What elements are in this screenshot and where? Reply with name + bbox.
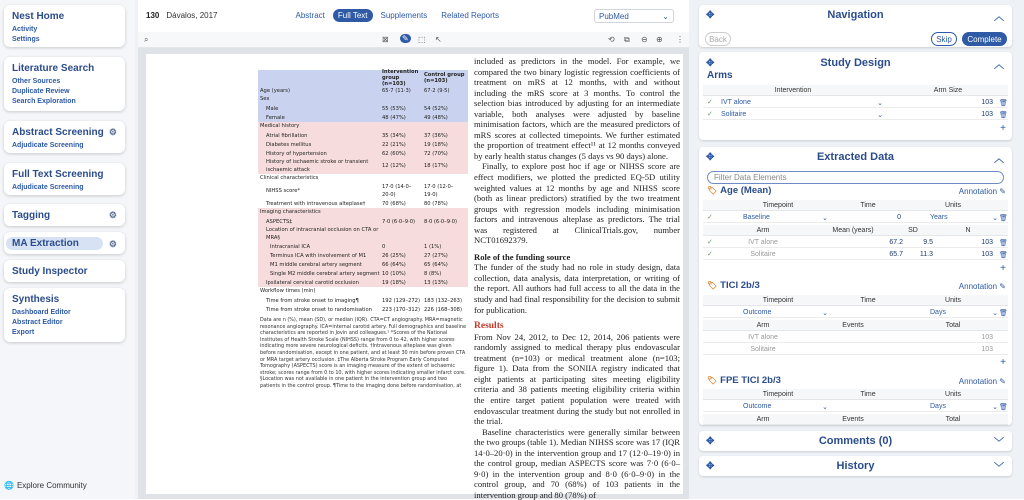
trash-icon[interactable]: 🗑 — [999, 214, 1008, 222]
rotate-icon[interactable]: ⟲ — [608, 35, 615, 44]
table-row — [258, 260, 468, 269]
back-button[interactable]: Back — [705, 32, 731, 46]
navigation-card — [699, 5, 1012, 47]
col-total: Total — [945, 416, 961, 423]
table-row-label: History of ischaemic stroke or transient ischaemic attack — [266, 159, 369, 173]
zoom-in-icon[interactable]: ⊕ — [656, 35, 663, 44]
units-value: Days — [930, 403, 946, 410]
chevron-down-icon: ⌄ — [662, 11, 669, 21]
chevron-up-icon[interactable]: ︿ — [994, 59, 1004, 71]
paragraph: The funder of the study had no role in study design, data collection, data analysis, data interpretation, or writing of the report. All authors had full access to all the data in the study and had final responsibility for the decision to submit for publication. — [474, 262, 680, 315]
nav-export[interactable]: Export — [12, 329, 35, 336]
sd-input[interactable]: 9.5 — [923, 239, 933, 246]
nav-study-inspector[interactable] — [12, 266, 117, 277]
nav-synthesis-label: Synthesis — [12, 294, 60, 305]
table-row-label: Female — [266, 114, 285, 121]
move-handle-icon[interactable]: ✥ — [706, 57, 715, 69]
annotation-link[interactable] — [959, 187, 1006, 196]
comments-title: Comments (0) — [818, 435, 893, 447]
table-cell: 22 (21%) — [382, 141, 406, 148]
timepoint-select[interactable] — [723, 213, 828, 222]
nav-tagging-label: Tagging — [12, 210, 51, 221]
chevron-down-icon: ⌄ — [822, 309, 828, 317]
arm-size-input[interactable]: 103 — [981, 99, 993, 106]
table-cell: 67·2 (9·5) — [424, 87, 450, 94]
arm-size-input[interactable]: 103 — [981, 111, 993, 118]
table-cell: 19 (18%) — [382, 279, 406, 286]
col-units: Units — [945, 391, 961, 398]
arms-label: Arms — [707, 70, 733, 81]
pencil-icon: ✎ — [999, 377, 1006, 386]
col-timepoint: Timepoint — [762, 297, 794, 304]
globe-icon: 🌐 — [4, 481, 14, 490]
arm-select[interactable] — [721, 98, 883, 107]
arms-col-size: Arm Size — [933, 87, 963, 94]
data-element-title: FPE TICI 2b/3 — [720, 375, 781, 386]
nav-search-exploration[interactable]: Search Exploration — [12, 98, 76, 105]
annotation-label: Annotation — [958, 282, 998, 291]
more-options-icon[interactable]: ⋮ — [676, 35, 684, 44]
navigation-header[interactable] — [699, 5, 1012, 25]
chevron-down-icon: ⌄ — [992, 214, 998, 222]
arms-table-header — [703, 85, 1008, 96]
events-input[interactable] — [803, 345, 903, 354]
table-row-label: Atrial fibrillation — [266, 132, 308, 139]
add-row-icon[interactable]: + — [1000, 357, 1006, 368]
chevron-down-icon: ⌄ — [822, 403, 828, 411]
nav-abstract-editor[interactable]: Abstract Editor — [12, 319, 63, 326]
table-row — [258, 149, 468, 158]
table-cell: 66 (64%) — [382, 261, 406, 268]
check-icon: ✓ — [707, 239, 713, 246]
col-total: Total — [945, 322, 961, 329]
age-values-header — [703, 225, 1008, 236]
move-handle-icon[interactable]: ✥ — [706, 435, 715, 447]
table-row — [258, 104, 468, 113]
table-row-label: Ipsilateral cervical carotid occlusion — [266, 279, 359, 286]
nav-card-full-text-screening — [4, 163, 125, 195]
col-units: Units — [945, 297, 961, 304]
nav-ma-extraction-label: MA Extraction — [6, 237, 103, 250]
table-footnote: Data are n (%), mean (SD), or median (IQR). CTA=CT angiography. MRA=magnetic resonance angiography. ICA=internal carotid artery. Full demographics and baseline characteristics are reported in Jovin and colleagues.¹ *Scores of the National Institutes of Health Stroke Scale (NIHSS) range from 0 to 42, with higher scores indicating more severe neurological deficits. †Intravenous alteplase was given before randomisation, except in one patient, and at least 30 min before proven CTA or MRA target artery occlusion. ‡The Alberta Stroke Program Early Computed Tomography (ASPECTS) score is an imaging measure of the extent of ischaemic stroke; scores range from 0 to 10, with higher scores indicating smaller infarct core. §Location was not available in one patient in the intervention group and two patients in the control group. ¶Time to the imaging done before randomisation, at — [260, 317, 466, 389]
select-region-icon[interactable]: ⬚ — [418, 35, 426, 44]
col-sd: SD — [908, 227, 918, 234]
trash-icon[interactable]: 🗑 — [999, 251, 1008, 259]
arm-name: IVT alone — [748, 334, 778, 341]
copy-icon[interactable]: ⧉ — [624, 35, 630, 44]
table-row — [258, 278, 468, 287]
nav-abstract-screening[interactable] — [12, 127, 117, 138]
table-cell: 0 — [382, 243, 386, 250]
section-heading: Role of the funding source — [474, 251, 571, 262]
arm-row[interactable] — [703, 97, 1008, 108]
table-row — [258, 131, 468, 140]
table-row-label: Diabetes mellitus — [266, 141, 312, 148]
table-cell: 223 (170–312) — [382, 306, 420, 313]
timepoint-select[interactable] — [723, 402, 828, 411]
table-row-label: NIHSS score* — [266, 188, 301, 194]
nav-synthesis[interactable] — [12, 294, 117, 305]
arm-select[interactable] — [721, 110, 883, 119]
table-cell: 8 (8%) — [424, 270, 442, 277]
pdf-toolbar — [138, 32, 689, 48]
filter-data-elements-input[interactable]: Filter Data Elements — [707, 171, 1004, 184]
nav-settings[interactable]: Settings — [12, 36, 40, 43]
total-input[interactable]: 103 — [981, 334, 993, 341]
history-header[interactable] — [699, 456, 1012, 476]
table-cell: 12 (12%) — [382, 163, 406, 169]
nav-dashboard-editor[interactable]: Dashboard Editor — [12, 309, 71, 316]
col-arm: Arm — [756, 322, 770, 329]
nav-duplicate-review[interactable]: Duplicate Review — [12, 88, 70, 95]
pencil-icon: ✎ — [999, 282, 1006, 291]
trash-icon[interactable]: 🗑 — [999, 403, 1008, 411]
table-row-label: Single M2 middle cerebral artery segment — [270, 270, 380, 277]
nav-ma-extraction[interactable] — [12, 238, 117, 250]
history-card[interactable] — [699, 456, 1012, 476]
arm-name: Solitaire — [750, 251, 776, 258]
table-body — [258, 86, 468, 314]
nav-card-ma-extraction — [4, 232, 125, 254]
nav-study-inspector-label: Study Inspector — [12, 266, 88, 277]
nav-nest-home[interactable] — [12, 11, 117, 22]
check-icon: ✓ — [707, 214, 713, 221]
nav-card-literature-search — [4, 57, 125, 111]
arms-col-intervention: Intervention — [774, 87, 812, 94]
search-icon[interactable]: ⌕ — [144, 35, 149, 44]
data-element-title: Age (Mean) — [720, 185, 772, 196]
table-row — [258, 269, 468, 278]
study-design-header[interactable] — [699, 52, 1012, 74]
annotation-label: Annotation — [958, 187, 998, 196]
timepoint-value: Baseline — [743, 214, 770, 221]
nav-literature-search[interactable] — [12, 63, 117, 74]
chevron-up-icon[interactable]: ︿ — [994, 153, 1004, 165]
tab-abstract[interactable]: Abstract — [295, 10, 325, 20]
table-cell: 65 (64%) — [424, 261, 448, 268]
move-handle-icon[interactable]: ✥ — [706, 460, 715, 472]
table-row — [258, 305, 468, 314]
units-value: Days — [930, 309, 946, 316]
total-input[interactable]: 103 — [981, 346, 993, 353]
table-cell: 48 (47%) — [382, 114, 406, 121]
table-row — [258, 296, 468, 305]
arm-name: IVT alone — [721, 99, 751, 106]
table-row-label: Male — [266, 105, 279, 112]
table-cell: 70 (68%) — [382, 200, 406, 207]
timepoint-row — [703, 307, 1008, 318]
arm-row[interactable] — [703, 109, 1008, 120]
col-timepoint: Timepoint — [762, 202, 794, 209]
extracted-data-card — [699, 147, 1012, 425]
units-value: Years — [930, 214, 948, 221]
arm-name: Solitaire — [750, 346, 776, 353]
nav-abstract-screening-label: Abstract Screening — [12, 127, 104, 138]
events-row — [703, 344, 1008, 355]
col-units: Units — [945, 202, 961, 209]
article-text-column — [474, 56, 680, 500]
trash-icon[interactable]: 🗑 — [999, 99, 1008, 107]
table-row — [258, 183, 468, 199]
col-time: Time — [860, 202, 876, 209]
paragraph: From Nov 24, 2012, to Dec 12, 2014, 206 patients were randomly assigned to medical therapy plus endovascular treatment (n=103) or medical treatment alone (n=103; figure 1). Data from the SONIIA registry indicated that eight patients at participating sites meeting eligibility criteria and 38 patients meeting eligibility criteria within the entire target patient population were treated with endovascular treatment during the study but not enrolled in the trial. — [474, 331, 680, 427]
table-cell: 49 (48%) — [424, 114, 448, 121]
table-cell: 1 (1%) — [424, 243, 442, 250]
units-select[interactable] — [908, 402, 998, 411]
nav-full-text-screening[interactable] — [12, 169, 117, 180]
check-icon: ✓ — [707, 99, 713, 106]
table-cell: 54 (52%) — [424, 105, 448, 112]
gear-icon[interactable]: ⚙ — [108, 210, 117, 220]
nav-literature-search-label: Literature Search — [12, 63, 95, 74]
n-input[interactable]: 103 — [981, 239, 993, 246]
units-select[interactable] — [908, 308, 998, 317]
table-header-control: Control group (n=103) — [424, 72, 465, 84]
table-row — [258, 199, 468, 208]
table-section-row: Clinical characteristics — [260, 175, 319, 181]
table-cell: 55 (53%) — [382, 105, 406, 112]
table-cell: 7·0 (6·0–9·0) — [382, 218, 416, 225]
events-row — [703, 332, 1008, 343]
tag-icon: 🏷 — [707, 186, 718, 195]
table-cell: 192 (129–272) — [382, 297, 420, 304]
clear-annotation-icon[interactable]: ⊠ — [382, 35, 389, 44]
events-input[interactable] — [803, 333, 903, 342]
nav-card-study-inspector — [4, 260, 125, 282]
table-cell: 183 (132–263) — [424, 297, 462, 304]
timepoint-value: Outcome — [743, 309, 772, 316]
table-row-label: Location of intracranial occlusion on CTA or MRA§ — [266, 227, 379, 241]
table-cell: 13 (13%) — [424, 279, 448, 286]
table-row-label: History of hypertension — [266, 150, 327, 157]
move-handle-icon[interactable]: ✥ — [706, 9, 715, 21]
source-select-value: PubMed — [599, 11, 629, 21]
study-id: 130 — [146, 10, 160, 20]
paragraph: Finally, to explore post hoc if age or NIHSS score are effect modifiers, we plotted the predicted EQ-5D utility weighted values at 12 months by age and NIHSS score (both as linear predictors) stratified by the two treatment groups with regression models including minimisation factors and intravenous alteplase as predictors. The trial was registered at ClinicalTrials.gov, number NCT01692379. — [474, 161, 680, 246]
pdf-page[interactable] — [146, 54, 683, 500]
table-row-label: Time from stroke onset to randomisation — [266, 306, 372, 313]
paragraph: Baseline characteristics were generally similar between the two groups (table 1). Median NIHSS score was 17 (IQR 14·0–20·0) in the intervention group and 17 (12·0–19·0) in the control group, median ASPECTS score was 7·0 (6·0–9·0) in the intervention group and 8·0 (6·0–9·0) in the control group, and 70 (68%) of 103 patients in the intervention group and 80 (78%) of — [474, 426, 680, 500]
col-timepoint: Timepoint — [762, 391, 794, 398]
study-header — [138, 0, 689, 30]
trash-icon[interactable]: 🗑 — [999, 239, 1008, 247]
nav-card-nest-home — [4, 5, 125, 47]
annotation-label: Annotation — [958, 377, 998, 386]
col-events: Events — [842, 322, 864, 329]
table-row — [258, 113, 468, 122]
table-row — [258, 226, 468, 242]
sd-input[interactable]: 11.3 — [919, 251, 933, 258]
study-author: Dávalos, 2017 — [166, 10, 218, 20]
check-icon: ✓ — [707, 111, 713, 118]
nav-nest-home-label: Nest Home — [12, 11, 65, 22]
data-element-tici[interactable] — [707, 280, 760, 291]
age-value-row — [703, 237, 1008, 248]
timepoint-value: Outcome — [743, 403, 772, 410]
nav-other-sources[interactable]: Other Sources — [12, 78, 61, 85]
table-row — [258, 158, 468, 174]
table-cell: 17·0 (14·0–20·0) — [382, 184, 412, 198]
nav-full-text-screening-label: Full Text Screening — [12, 169, 104, 180]
table-cell: 8·0 (6·0–9·0) — [424, 218, 458, 225]
chevron-up-icon[interactable]: ︿ — [994, 11, 1004, 23]
col-time: Time — [860, 297, 876, 304]
cursor-icon[interactable]: ↖ — [435, 35, 442, 44]
add-arm-icon[interactable]: + — [1000, 123, 1006, 134]
nav-activity[interactable]: Activity — [12, 26, 38, 33]
paragraph: included as predictors in the model. For example, we compared the two binary logistic regression coefficients of treatment on mRS at 12 months, with and without including the mRS score at 3 months. To control the selection bias introduced by adjusting for an intermediate variable, both analyses were adjusted by baseline minimisation factors, which are the measured predictors of mRS scores at collected timepoints. We further estimated the proportion of treatment effect¹¹ at 12 months conveyed by early health status changes (5 days vs 90 days) alone. — [474, 56, 680, 161]
col-arm: Arm — [756, 227, 770, 234]
timepoint-header — [703, 295, 1008, 306]
mean-input[interactable]: 65.7 — [889, 251, 903, 258]
trash-icon[interactable]: 🗑 — [999, 309, 1008, 317]
table-cell: 80 (78%) — [424, 200, 448, 207]
table-row-label: Terminus ICA with involvement of M1 — [270, 252, 367, 259]
table-row-label: Time from stroke onset to imaging¶ — [266, 297, 359, 304]
units-select[interactable] — [908, 213, 998, 222]
check-icon: ✓ — [707, 251, 713, 258]
source-select[interactable] — [594, 9, 674, 23]
table-row-label: Treatment with intravenous alteplase† — [266, 200, 366, 207]
tag-icon: 🏷 — [707, 376, 718, 385]
history-title: History — [836, 460, 875, 472]
move-handle-icon[interactable]: ✥ — [706, 151, 715, 163]
nav-card-abstract-screening — [4, 121, 125, 153]
arm-name: Solitaire — [721, 111, 747, 118]
table-row — [258, 217, 468, 226]
col-time: Time — [860, 391, 876, 398]
timepoint-row — [703, 212, 1008, 223]
data-element-fpe-tici[interactable] — [707, 375, 781, 386]
events-header — [703, 320, 1008, 331]
nav-card-synthesis — [4, 288, 125, 342]
extracted-data-header[interactable] — [699, 147, 1012, 167]
timepoint-header — [703, 200, 1008, 211]
col-mean: Mean (years) — [832, 227, 874, 234]
table-row-label: M1 middle cerebral artery segment — [270, 261, 362, 268]
events-header — [703, 414, 1008, 425]
comments-header[interactable] — [699, 431, 1012, 451]
timepoint-select[interactable] — [723, 308, 828, 317]
extracted-data-title: Extracted Data — [816, 151, 895, 163]
chevron-down-icon[interactable]: ﹀ — [994, 462, 1004, 474]
table-cell: 65·7 (11·3) — [382, 87, 411, 94]
time-input[interactable] — [833, 402, 901, 411]
table-section-row: Sex — [258, 95, 468, 104]
gear-icon[interactable]: ⚙ — [108, 238, 117, 249]
zoom-out-icon[interactable]: ⊖ — [641, 35, 648, 44]
table-row — [258, 251, 468, 260]
table-row — [258, 86, 468, 95]
time-input[interactable]: 0 — [897, 214, 901, 221]
col-events: Events — [842, 416, 864, 423]
comments-card[interactable] — [699, 431, 1012, 451]
table-cell: 19 (18%) — [424, 141, 448, 148]
timepoint-row — [703, 401, 1008, 412]
trash-icon[interactable]: 🗑 — [999, 111, 1008, 119]
nav-adjudicate-abstract[interactable]: Adjudicate Screening — [12, 142, 84, 149]
age-value-row — [703, 249, 1008, 260]
table-row — [258, 242, 468, 251]
sidebar — [0, 0, 135, 499]
table-cell: 18 (17%) — [424, 163, 448, 169]
skip-button[interactable]: Skip — [931, 32, 957, 46]
baseline-table — [258, 70, 468, 393]
n-input[interactable]: 103 — [981, 251, 993, 258]
tab-supplements[interactable]: Supplements — [380, 10, 428, 20]
table-row-label: Age (years) — [260, 87, 291, 94]
table-section-row: Imaging characteristics — [258, 208, 468, 217]
table-cell: 226 (168–308) — [424, 306, 462, 313]
tab-related-reports[interactable]: Related Reports — [441, 10, 500, 20]
data-element-age[interactable] — [707, 185, 771, 196]
table-cell: 35 (34%) — [382, 132, 406, 139]
table-header — [258, 70, 468, 86]
study-design-card — [699, 52, 1012, 140]
table-cell: 72 (70%) — [424, 150, 448, 157]
document-viewer — [138, 0, 689, 499]
arm-name: IVT alone — [748, 239, 778, 246]
explore-community-link[interactable] — [4, 481, 87, 490]
gear-icon[interactable]: ⚙ — [108, 127, 117, 137]
table-section-row: Workflow times (min) — [260, 288, 316, 294]
study-design-title: Study Design — [820, 57, 891, 69]
table-cell: 27 (27%) — [424, 252, 448, 259]
nav-adjudicate-fulltext[interactable]: Adjudicate Screening — [12, 184, 84, 191]
chevron-down-icon: ⌄ — [877, 99, 883, 107]
chevron-down-icon: ⌄ — [992, 403, 998, 411]
table-cell: 17·0 (12·0–19·0) — [424, 184, 454, 198]
chevron-down-icon: ⌄ — [822, 214, 828, 222]
table-cell: 62 (60%) — [382, 150, 406, 157]
navigation-title: Navigation — [827, 9, 884, 21]
data-element-title: TICI 2b/3 — [720, 280, 760, 291]
table-cell: 10 (10%) — [382, 270, 406, 277]
time-input[interactable] — [833, 308, 901, 317]
chevron-down-icon: ⌄ — [877, 111, 883, 119]
add-row-icon[interactable]: + — [1000, 263, 1006, 274]
extraction-panel — [693, 0, 1024, 499]
table-row-label: Intracranial ICA — [270, 243, 311, 250]
complete-button[interactable]: Complete — [962, 32, 1007, 46]
nav-card-tagging — [4, 204, 125, 226]
col-arm: Arm — [756, 416, 770, 423]
explore-community-label: Explore Community — [16, 481, 87, 490]
section-heading-results: Results — [474, 321, 504, 332]
tag-icon: 🏷 — [707, 281, 718, 290]
table-row-label: ASPECTS‡ — [266, 218, 292, 225]
table-row — [258, 140, 468, 149]
col-n: N — [965, 227, 971, 234]
mean-input[interactable]: 67.2 — [889, 239, 903, 246]
tab-full-text[interactable]: Full Text — [333, 9, 373, 22]
table-cell: 26 (25%) — [382, 252, 406, 259]
pencil-icon: ✎ — [999, 187, 1006, 196]
annotation-link[interactable] — [959, 282, 1006, 291]
highlight-pen-icon[interactable]: ✎ — [402, 34, 409, 43]
table-section-row: Medical history — [258, 122, 468, 131]
chevron-down-icon: ⌄ — [992, 309, 998, 317]
nav-tagging[interactable] — [12, 210, 117, 221]
timepoint-header — [703, 389, 1008, 400]
annotation-link[interactable] — [959, 377, 1006, 386]
table-header-intervention: Intervention group (n=103) — [382, 69, 419, 87]
chevron-down-icon[interactable]: ﹀ — [994, 437, 1004, 449]
table-cell: 37 (36%) — [424, 132, 448, 139]
